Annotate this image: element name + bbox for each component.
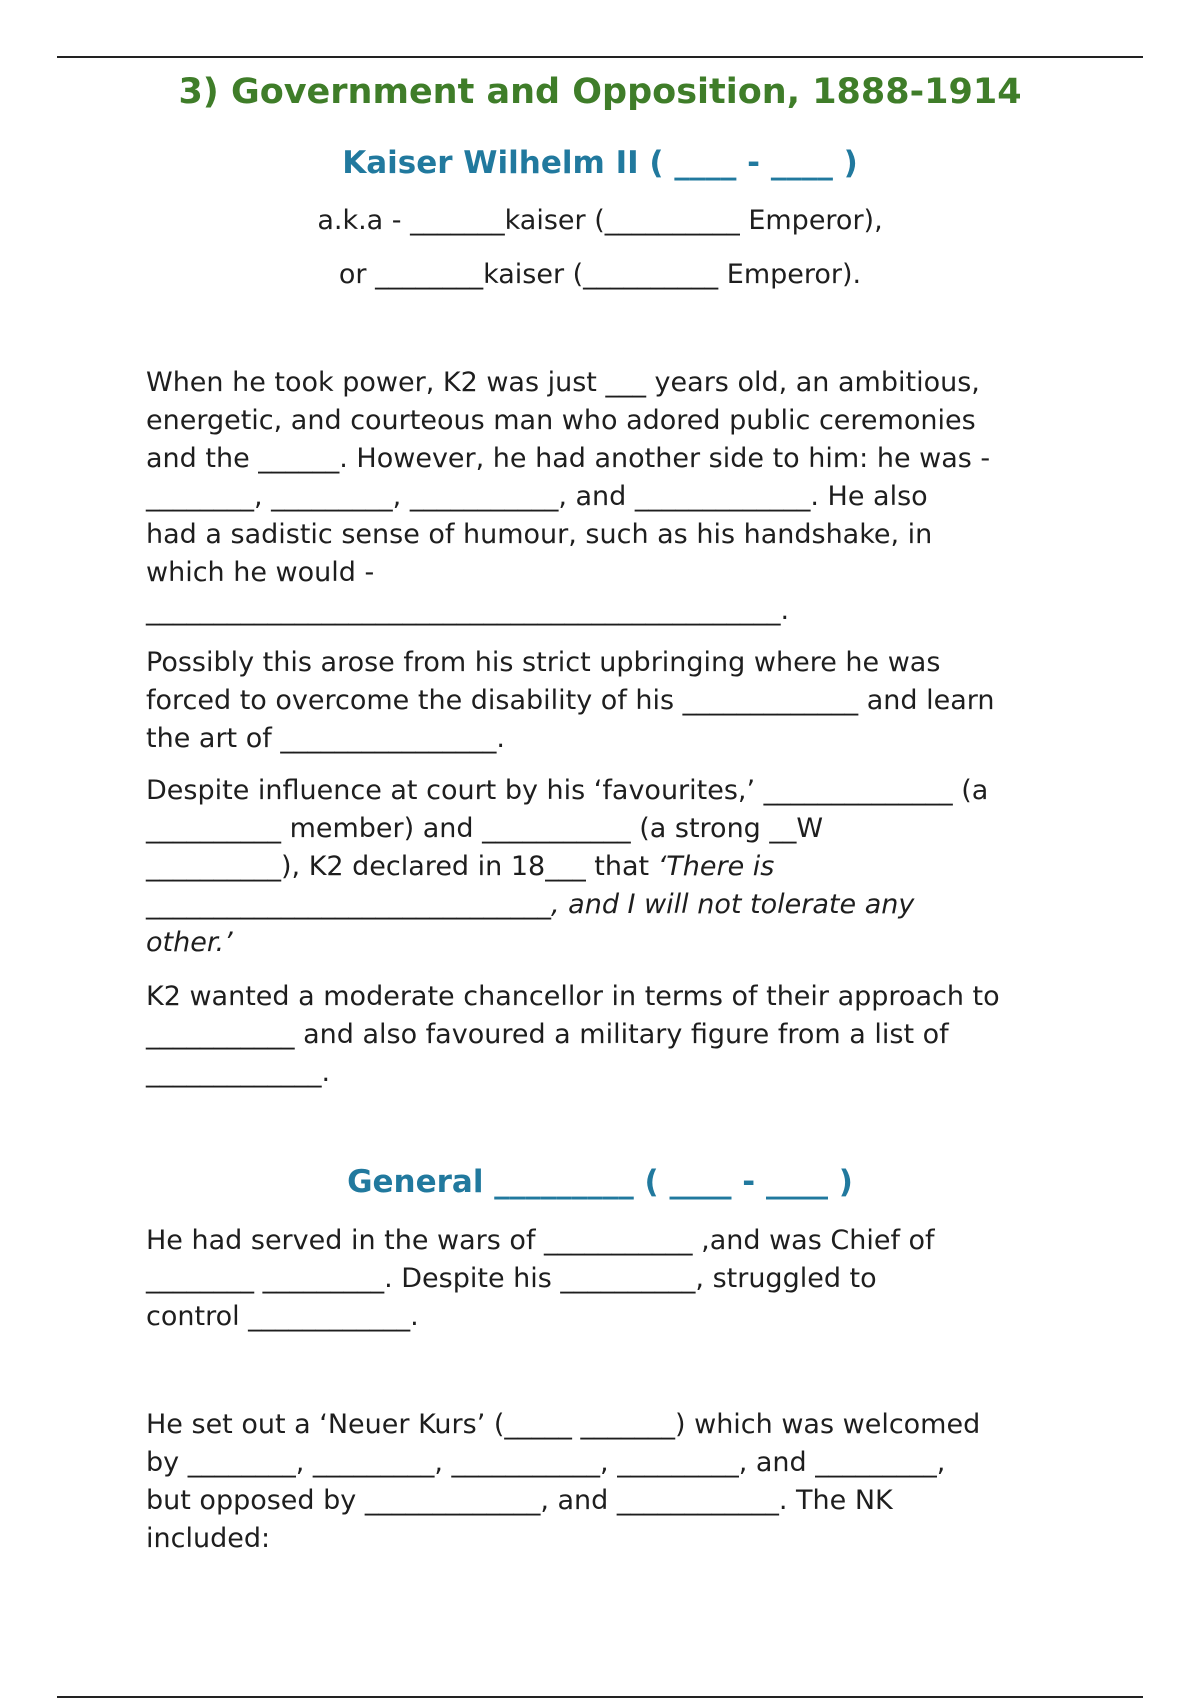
- page-title: 3) Government and Opposition, 1888-1914: [178, 72, 1022, 112]
- text-line: K2 wanted a moderate chancellor in terms of their approach to: [146, 981, 1000, 1012]
- paragraph-favourites: [146, 772, 1076, 962]
- text-line: the art of ________________.: [146, 723, 505, 754]
- text-line: ___________ and also favoured a military figure from a list of: [146, 1019, 949, 1050]
- text-line: _______________________________________________.: [146, 595, 790, 626]
- text-line: Despite influence at court by his ‘favourites,’ ______________ (a: [146, 775, 989, 806]
- text-line: ________ _________. Despite his __________, struggled to: [146, 1263, 877, 1294]
- paragraph-chancellor: [146, 978, 1076, 1092]
- quote-start: ‘There is: [657, 851, 775, 882]
- text-line: [146, 848, 1076, 886]
- general-heading: General _________ ( ____ - ____ ): [347, 1164, 853, 1200]
- text-line: When he took power, K2 was just ___ years old, an ambitious,: [146, 367, 980, 398]
- bottom-rule: [57, 1696, 1143, 1698]
- paragraph-neuer-kurs: [146, 1406, 1076, 1558]
- text-line: and the ______. However, he had another side to him: he was -: [146, 443, 991, 474]
- text-line: [146, 924, 1076, 962]
- text-line: control ____________.: [146, 1301, 419, 1332]
- text-line: He set out a ‘Neuer Kurs’ (_____ _______) which was welcomed: [146, 1409, 981, 1440]
- text-line: had a sadistic sense of humour, such as his handshake, in: [146, 519, 933, 550]
- quote-blank: ______________________________: [146, 889, 551, 920]
- text-line: _____________.: [146, 1057, 331, 1088]
- text-line: included:: [146, 1523, 271, 1554]
- aka-line-1: a.k.a - _______kaiser (__________ Emperor),: [317, 205, 883, 236]
- text-line: by ________, _________, ___________, _________, and _________,: [146, 1447, 946, 1478]
- text-line: but opposed by _____________, and ____________. The NK: [146, 1485, 893, 1516]
- text-line: energetic, and courteous man who adored public ceremonies: [146, 405, 976, 436]
- text-line: He had served in the wars of ___________ ,and was Chief of: [146, 1225, 935, 1256]
- text-line: Possibly this arose from his strict upbringing where he was: [146, 647, 941, 678]
- text-line: ________, _________, ___________, and _____________. He also: [146, 481, 928, 512]
- paragraph-upbringing: [146, 644, 1076, 758]
- text-line: which he would -: [146, 557, 375, 588]
- declared-text: __________), K2 declared in 18___ that: [146, 851, 658, 882]
- paragraph-general-service: [146, 1222, 1076, 1336]
- kaiser-heading: Kaiser Wilhelm II ( ____ - ____ ): [342, 145, 858, 181]
- top-rule: [57, 56, 1143, 58]
- text-line: [146, 886, 1076, 924]
- quote-middle: , and I will not tolerate any: [551, 889, 915, 920]
- paragraph-took-power: [146, 364, 1076, 630]
- aka-line-2: or ________kaiser (__________ Emperor).: [338, 259, 862, 290]
- text-line: forced to overcome the disability of his _____________ and learn: [146, 685, 995, 716]
- text-line: __________ member) and ___________ (a strong __W: [146, 813, 824, 844]
- quote-end: other.’: [146, 927, 233, 958]
